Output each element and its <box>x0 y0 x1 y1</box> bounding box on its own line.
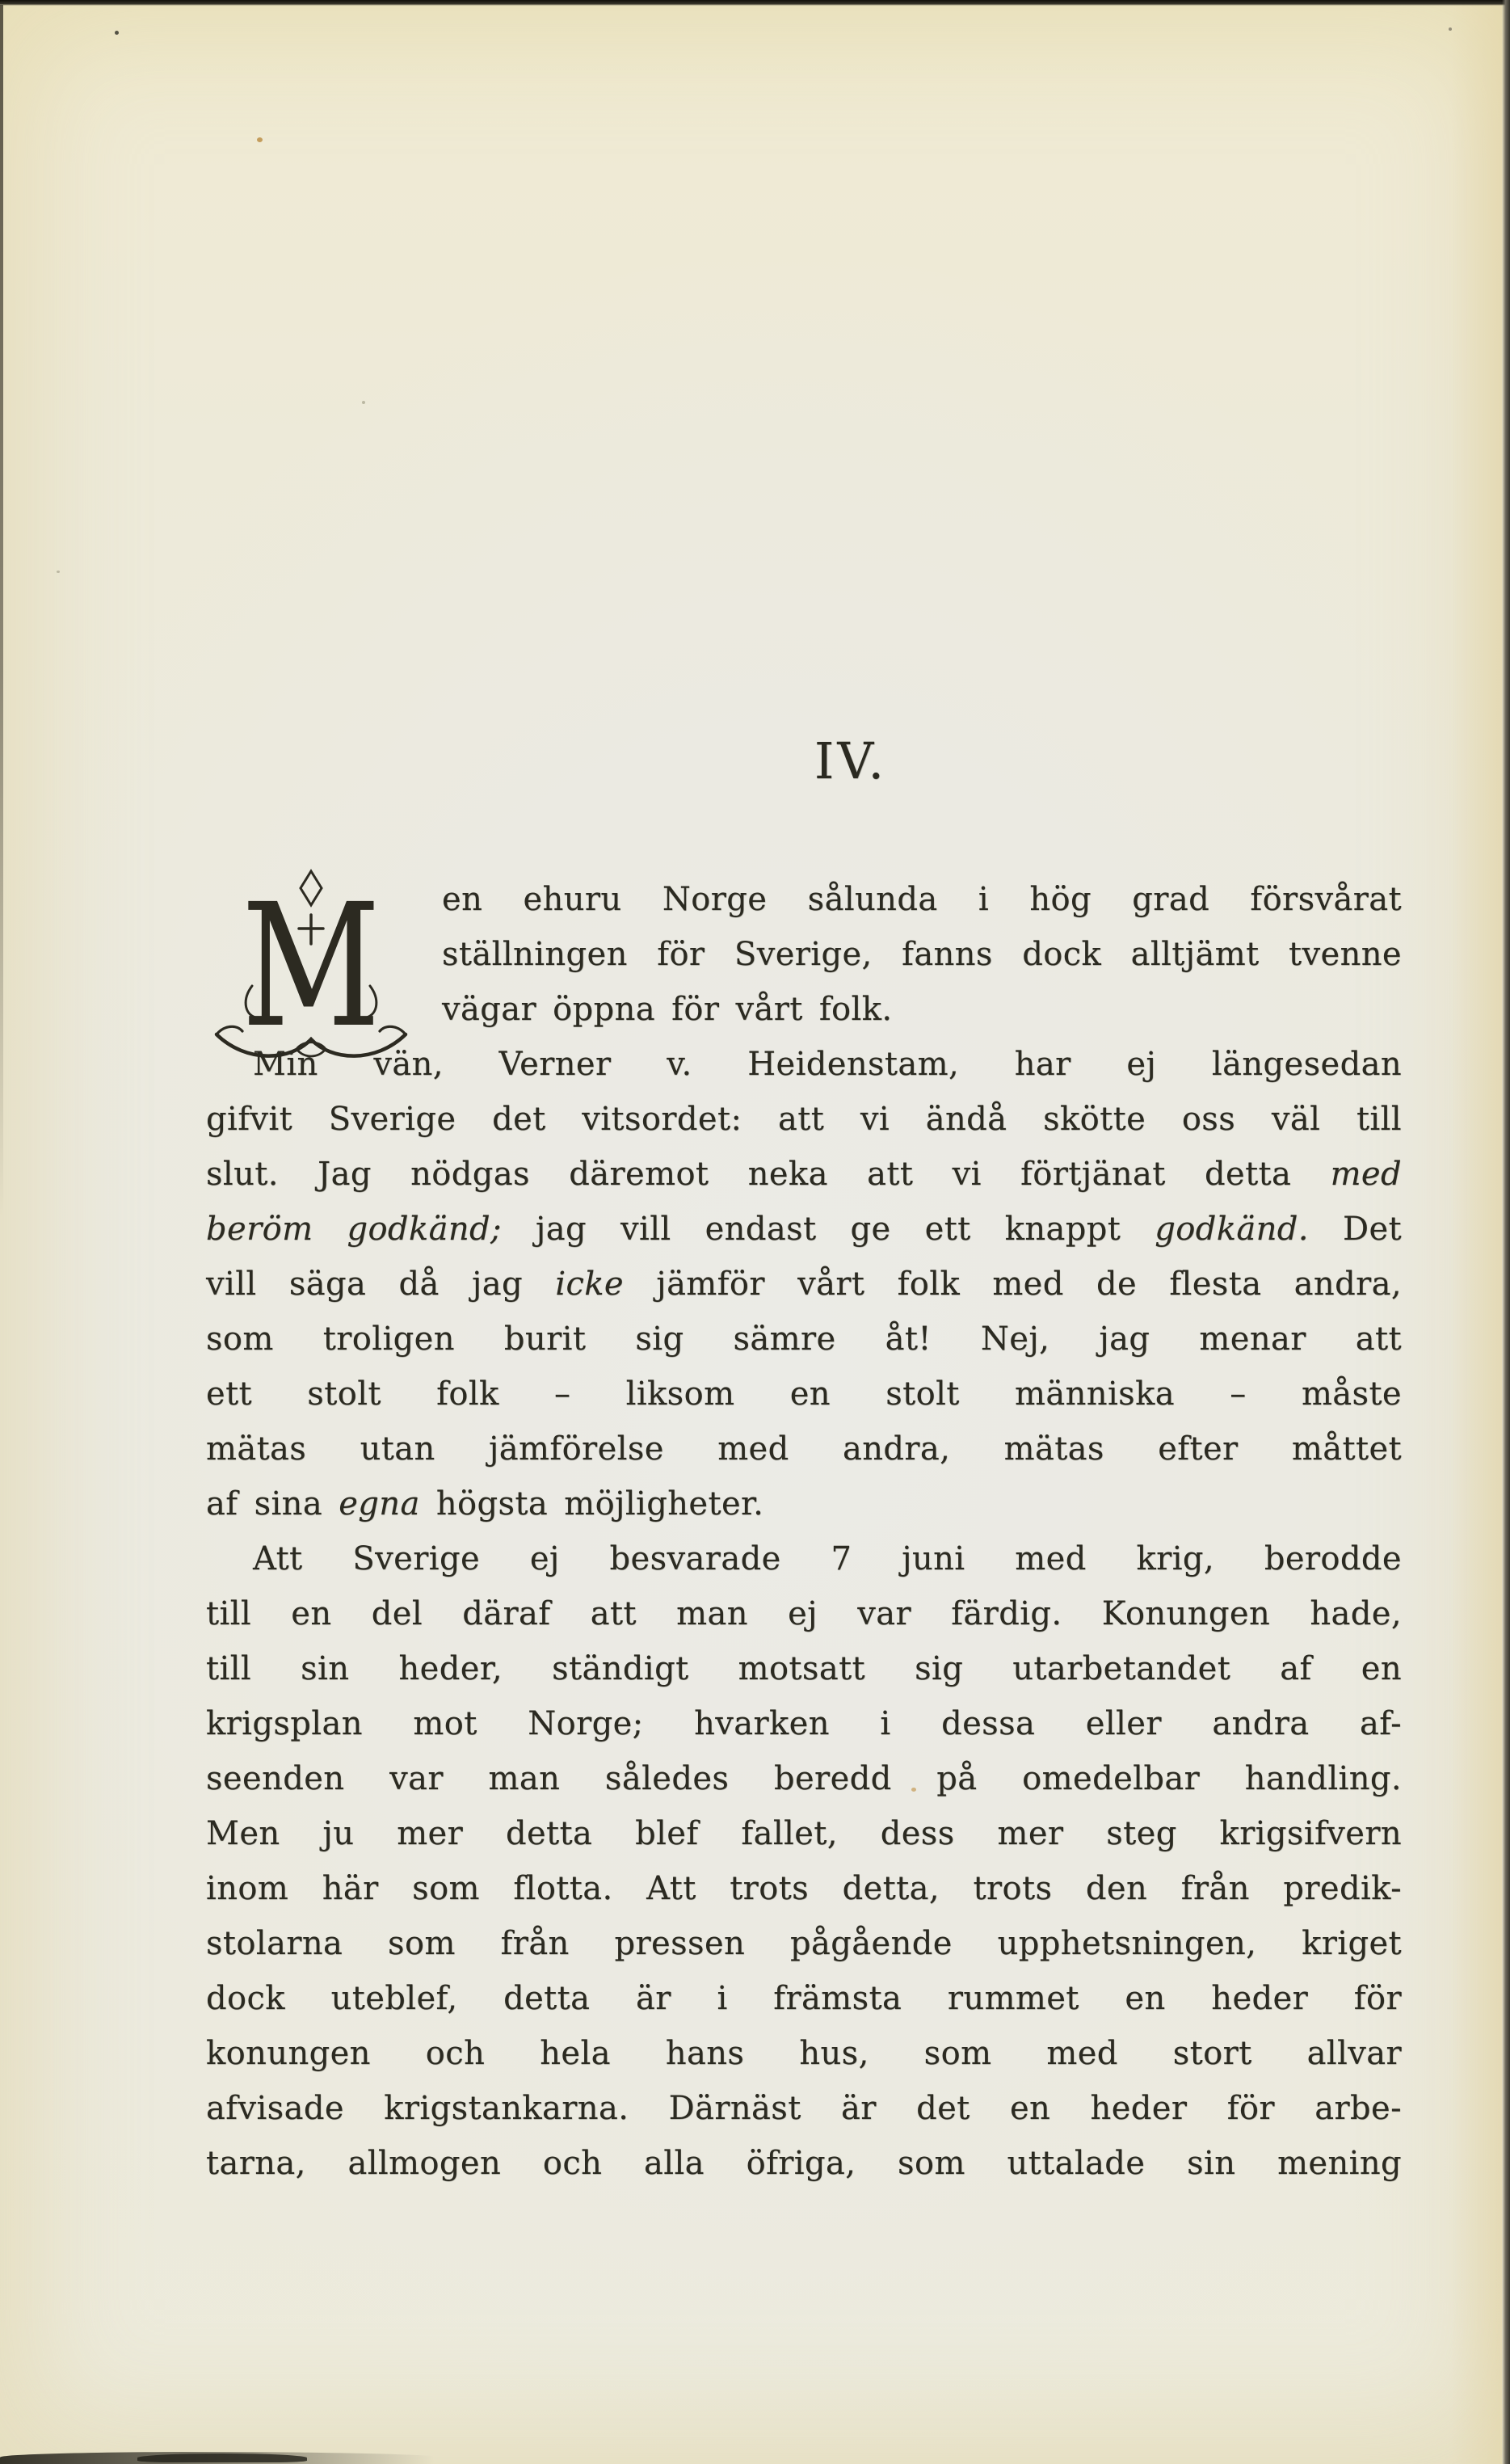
text-line <box>206 872 1402 927</box>
text-segment: ett stolt folk – liksom en stolt människa – måste <box>206 1375 1402 1413</box>
text-segment: mätas utan jämförelse med andra, mätas efter måttet <box>206 1430 1402 1468</box>
text-line <box>206 1092 1402 1147</box>
paper-speck <box>115 31 119 35</box>
paper-speck <box>257 137 263 142</box>
text-line <box>206 1531 1402 1586</box>
text-segment: inom här som flotta. Att trots detta, trots den från predik- <box>206 1870 1402 1907</box>
text-line <box>206 1037 1402 1092</box>
text-line <box>206 1696 1402 1751</box>
text-line <box>206 1312 1402 1367</box>
text-line <box>206 1916 1402 1971</box>
chapter-heading: IV. <box>814 731 888 790</box>
page-edge-right <box>1502 0 1510 2464</box>
text-line <box>206 1806 1402 1861</box>
text-segment: tarna, allmogen och alla öfriga, som uttalade sin mening <box>206 2145 1402 2182</box>
paper-speck <box>57 571 60 573</box>
text-line <box>206 2136 1402 2191</box>
text-line <box>206 1586 1402 1641</box>
text-line <box>206 1476 1402 1531</box>
text-segment: seenden var man således beredd på omedelbar handling. <box>206 1760 1402 1797</box>
text-segment: jämför vårt folk med de flesta andra, <box>624 1266 1402 1303</box>
text-segment: en ehuru Norge sålunda i hög grad försvårat <box>442 881 1402 918</box>
page-edge-top <box>0 0 1510 6</box>
text-segment: gifvit Sverige det vitsordet: att vi ändå skötte oss väl till <box>206 1101 1402 1138</box>
text-line <box>206 1147 1402 1202</box>
text-segment: ställningen för Sverige, fanns dock alltjämt tvenne <box>442 936 1402 973</box>
text-line <box>206 1367 1402 1422</box>
text-line <box>206 2081 1402 2136</box>
page-edge-right-tint <box>1445 0 1502 2464</box>
text-line <box>206 2026 1402 2081</box>
text-segment: vägar öppna för vårt folk. <box>442 991 893 1028</box>
text-line <box>206 1641 1402 1696</box>
bottom-smudge-blob <box>137 2453 307 2462</box>
text-segment: högsta möjligheter. <box>419 1485 764 1523</box>
text-segment: krigsplan mot Norge; hvarken i dessa eller andra af- <box>206 1705 1402 1742</box>
text-line <box>206 927 1402 982</box>
paper-speck <box>1449 27 1452 31</box>
text-line <box>206 1202 1402 1257</box>
italic-text: egna <box>339 1485 420 1523</box>
text-line <box>206 982 1402 1037</box>
body-text <box>206 872 1402 2191</box>
text-segment: som troligen burit sig sämre åt! Nej, jag menar att <box>206 1320 1402 1358</box>
text-segment: stolarna som från pressen pågående upphetsningen, kriget <box>206 1925 1402 1962</box>
drop-cap-letter: M <box>241 866 381 1065</box>
text-segment: Det <box>1308 1211 1402 1248</box>
text-line <box>206 1971 1402 2026</box>
text-segment: Min vän, Verner v. Heidenstam, har ej längesedan <box>253 1046 1402 1083</box>
text-segment: Att Sverige ej besvarade 7 juni med krig, berodde <box>253 1540 1402 1577</box>
italic-text: icke <box>555 1266 625 1303</box>
text-line <box>206 1751 1402 1806</box>
text-segment: dock uteblef, detta är i främsta rummet en heder för <box>206 1980 1402 2017</box>
paper-speck <box>362 401 365 404</box>
text-segment: till sin heder, ständigt motsatt sig utarbetandet af en <box>206 1650 1402 1687</box>
italic-text: beröm godkänd; <box>206 1211 502 1248</box>
text-line <box>206 1257 1402 1312</box>
text-line <box>206 1861 1402 1916</box>
text-segment: vill säga då jag <box>206 1266 556 1303</box>
page-edge-left-line <box>0 5 3 1217</box>
text-segment: afvisade krigstankarna. Därnäst är det en heder för arbe- <box>206 2090 1402 2127</box>
text-segment: Men ju mer detta blef fallet, dess mer steg krigsifvern <box>206 1815 1402 1852</box>
text-line <box>206 1422 1402 1476</box>
text-segment: af sina <box>206 1485 339 1523</box>
text-segment: till en del däraf att man ej var färdig. Konungen hade, <box>206 1595 1402 1632</box>
text-segment: konungen och hela hans hus, som med stort allvar <box>206 2035 1402 2072</box>
text-segment: jag vill endast ge ett knappt <box>501 1211 1155 1248</box>
italic-text: med <box>1330 1156 1402 1193</box>
text-segment: slut. Jag nödgas däremot neka att vi förtjänat detta <box>206 1156 1331 1193</box>
italic-text: godkänd. <box>1155 1211 1309 1248</box>
